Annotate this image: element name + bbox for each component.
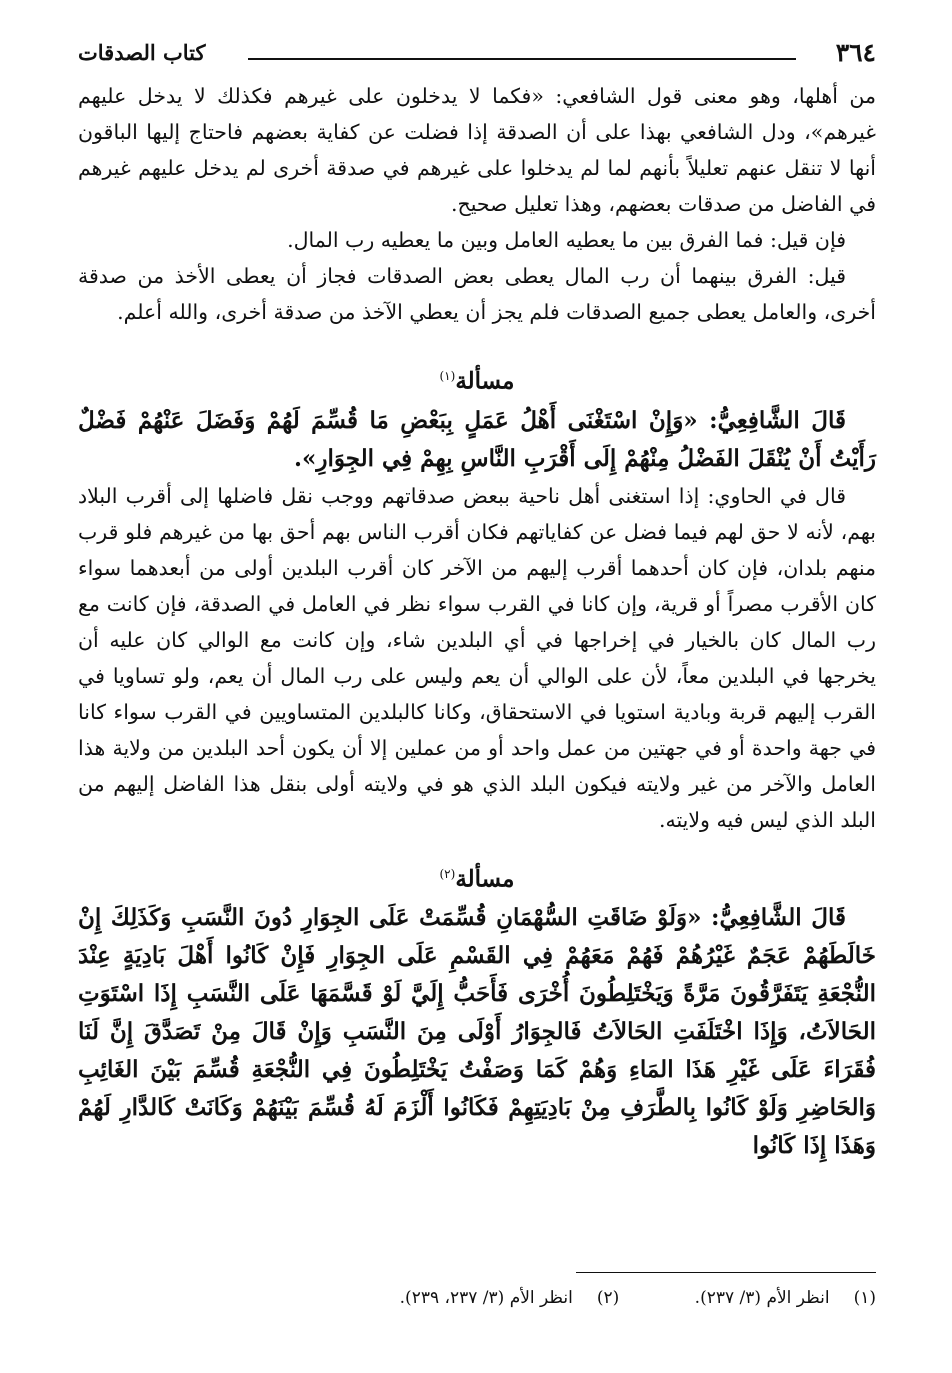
- paragraph: قيل: الفرق بينهما أن رب المال يعطى بعض الصدقات فجاز أن يعطى الأخذ من صدقة أخرى، والعامل يعطى جميع الصدقات فلم يجز أن يعطي الآخذ من صدقة أخرى، والله أعلم.: [78, 264, 876, 324]
- section-heading: [78, 854, 876, 900]
- footnote-ref: (٢): [439, 866, 456, 881]
- book-title: كتاب الصدقات: [78, 40, 206, 65]
- footnote-number: (٢): [596, 1288, 620, 1308]
- section-heading-label: مسألة: [455, 367, 515, 395]
- paragraph: فإن قيل: فما الفرق بين ما يعطيه العامل وبين ما يعطيه رب المال.: [287, 228, 846, 252]
- shafii-quote: قَالَ الشَّافِعِيُّ: «وَإِنْ اسْتَغْنَى أَهْلُ عَمَلٍ بِبَعْضِ مَا قُسِّمَ لَهُمْ وَفَضَلَ عَنْهُمْ فَضْلٌ رَأَيْتُ أَنْ يُنْقَلَ الفَضْلُ مِنْهُمْ إِلَى أَقْرَبِ النَّاسِ بِهِمْ فِي الجِوَارِ».: [78, 406, 876, 472]
- page: [78, 38, 876, 1165]
- section-heading: [78, 356, 876, 402]
- footnotes: [78, 1288, 876, 1308]
- footnote-text: انظر الأم (٣/ ٢٣٧، ٢٣٩).: [399, 1288, 573, 1308]
- header-rule: [248, 58, 796, 60]
- commentary-paragraph: قال في الحاوي: إذا استغنى أهل ناحية ببعض صدقاتهم ووجب نقل فاضلها إلى أقرب البلاد بهم، لأنه لا حق لهم فيما فضل عن كفاياتهم فكان أقرب الناس بهم أحق بها من غيرهم فلو قرب منهم بلدان، فإن كان أحدهما أقرب إليهم من الآخر كان أقرب البلدين أولى من أبعدهما سواء كان الأقرب مصراً أو قرية، وإن كانا في القرب سواء نظر في العامل في الصدقة، فإن كانت مع رب المال كان بالخيار في إخراجها في أي البلدين شاء، وإن كانت مع الوالي كان عليه أن يخرجها في البلدين معاً، لأن على الوالي أن يعم وليس على رب المال أن يعم، ولو تساويا في القرب إليهم قربة وبادية استويا في الاستحقاق، وكانا كالبلدين المتساويين في القرب سواء كانا في جهة واحدة أو في جهتين من عمل واحد أو من عملين إلا أن يكون أحد البلدين من ولاية هذا العامل والآخر من غير ولايته فيكون البلد الذي هو في ولايته أولى بنقل هذا الفاضل إليهم من البلد الذي ليس فيه ولايته.: [78, 483, 876, 832]
- footnote-number: (١): [853, 1288, 876, 1308]
- shafii-quote: قَالَ الشَّافِعِيُّ: «وَلَوْ ضَاقَتِ السُّهْمَانِ قُسِّمَتْ عَلَى الجِوَارِ دُونَ النَّسَبِ وَكَذَلِكَ إِنْ خَالَطَهُمْ عَجَمٌ غَيْرُهُمْ فَهُمْ مَعَهُمْ فِي القَسْمِ عَلَى الجِوَارِ فَإِنْ كَانُوا أَهْلَ بَادِيَةٍ عِنْدَ النُّجْعَةِ يَتَفَرَّقُونَ مَرَّةً وَيَخْتَلِطُونَ أُخْرَى فَأَحَبُّ إِلَيَّ لَوْ قَسَّمَهَا عَلَى النَّسَبِ إِذَا اسْتَوَتِ الحَالاَتُ، وَإِذَا اخْتَلَفَتِ الحَالاَتُ فَالجِوَارُ أَوْلَى مِنَ النَّسَبِ وَإِنْ قَالَ مِنْ تَصَدَّقَ إِنَّ لَنَا فُقَرَاءَ عَلَى غَيْرِ هَذَا المَاءِ وَهُمْ كَمَا وَصَفْتُ يَخْتَلِطُونَ فِي النُّجْعَةِ قُسِّمَ بَيْنَ الغَائِبِ وَالحَاضِرِ وَلَوْ كَانُوا بِالطَّرَفِ مِنْ بَادِيَتِهِمْ فَكَانُوا أَلْزَمَ لَهُ قُسِّمَ بَيْنَهُمْ وَكَانَتْ كَالدَّارِ لَهُمْ وَهَذَا إِذَا كَانُوا: [78, 904, 876, 1160]
- page-number: ٣٦٤: [835, 38, 876, 67]
- footnote-ref: (١): [439, 369, 456, 383]
- footnote-rule: [576, 1272, 876, 1273]
- paragraph: من أهلها، وهو معنى قول الشافعي: «فكما لا يدخلون على غيرهم فكذلك لا يدخل عليهم غيرهم»، ودل الشافعي بهذا على أن الصدقة إذا فضلت عن كفاية بعضهم فاحتاج إليها الباقون أنها لا تنقل عنهم تعليلاً بأنهم لما لم يدخلوا على غيرهم في صدقة أخرى لم يدخل عليهم غيرهم في الفاضل من صدقات بعضهم، وهذا تعليل صحيح.: [78, 84, 876, 216]
- footnote-text: انظر الأم (٣/ ٢٣٧).: [694, 1288, 830, 1308]
- section-heading-label: مسألة: [455, 865, 515, 893]
- footnote: [695, 1288, 876, 1308]
- running-header: [78, 38, 876, 78]
- footnote: [400, 1288, 620, 1308]
